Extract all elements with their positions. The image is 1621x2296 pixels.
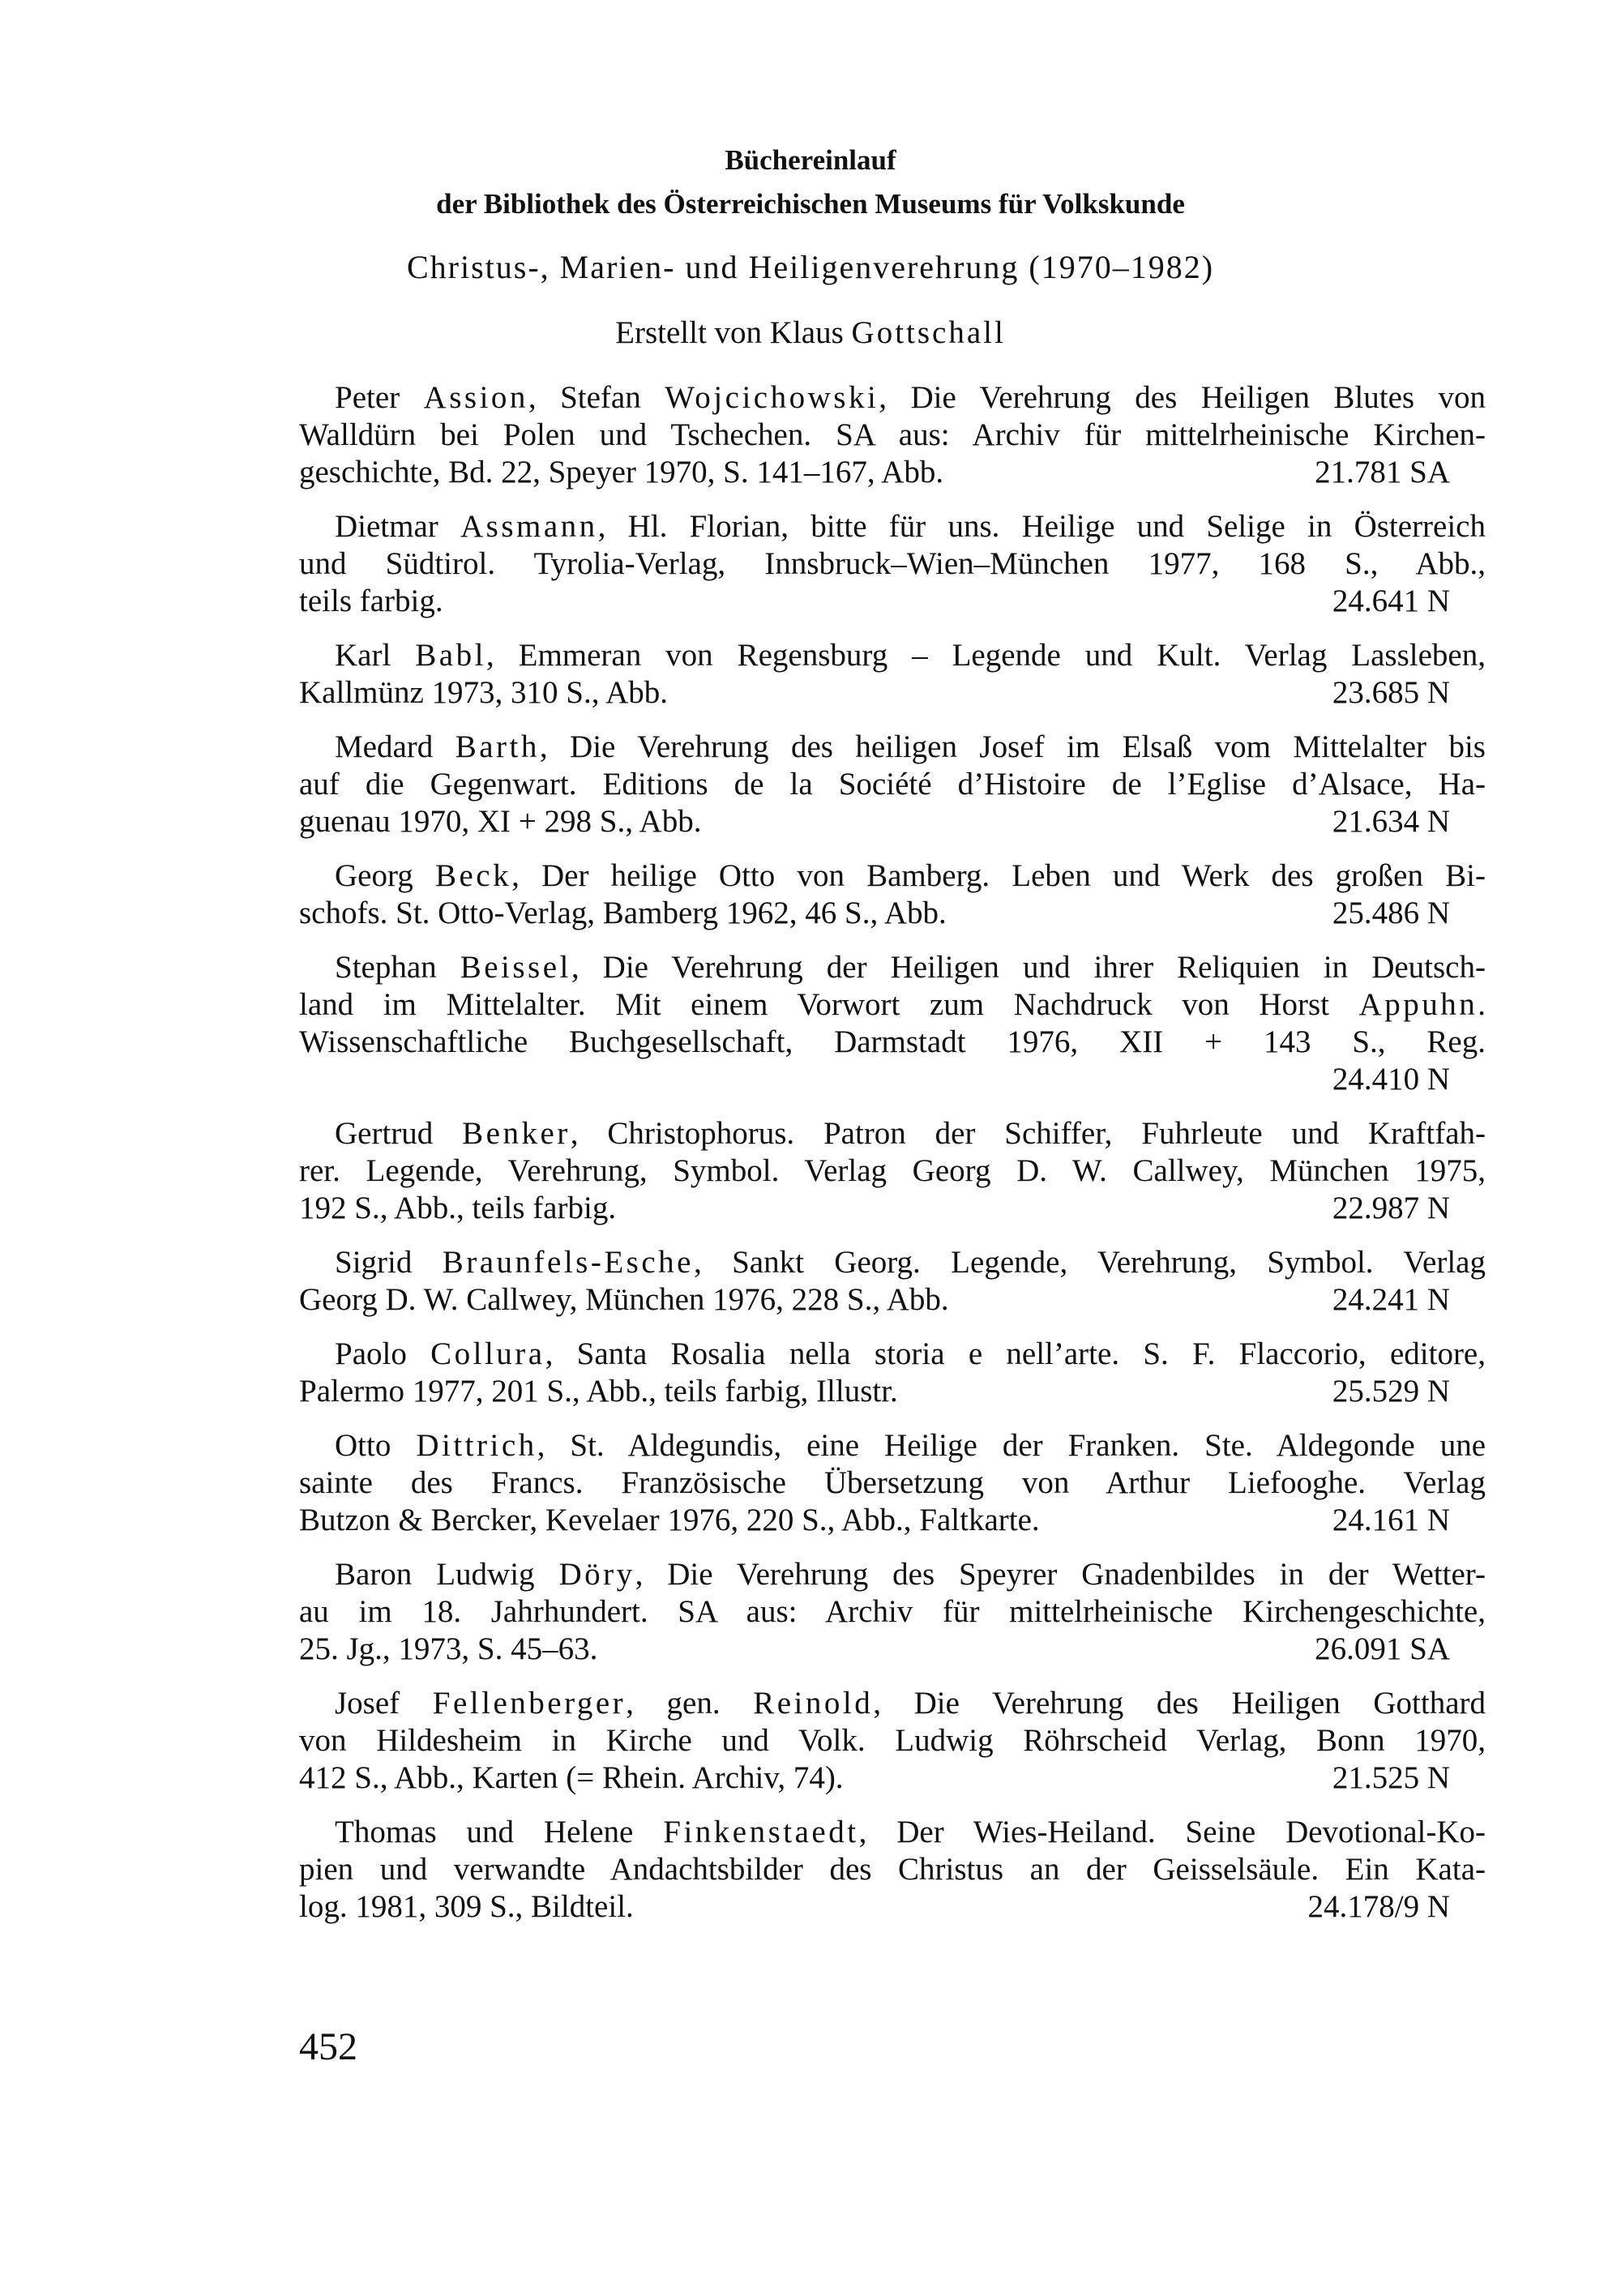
entry-text: Gertrud [335,1116,463,1151]
bibliography-entry [299,1427,1486,1539]
entry-line-text [299,674,668,712]
author-surname: Assion [423,380,528,415]
entry-line-text [299,583,443,620]
entry-line [299,1502,1486,1539]
page-number: 452 [299,2025,357,2068]
entry-line [299,1685,1486,1722]
entry-line [299,1556,1486,1593]
entry-line-text [299,1631,597,1668]
entry-line-text [299,803,701,840]
entry-text: Peter [335,380,424,415]
compiled-by-name: Gottschall [851,315,1006,350]
entry-text: Wissenschaftliche Buchgesellschaft, Darmstadt 1976, XII + 143 S., Reg. [299,1024,1486,1059]
entry-text: auf die Gegenwart. Editions de la Société d’Histoire de l’Eglise d’Alsace, Ha- [299,767,1486,802]
entry-text: Karl [335,638,416,673]
entry-line [299,1336,1486,1373]
page-subtitle: der Bibliothek des Österreichischen Museums für Volkskunde [436,188,1185,220]
entry-text: Georg [335,858,435,893]
entry-text: Thomas und Helene [335,1815,664,1849]
entry-line [299,1061,1486,1098]
entry-line [299,379,1486,417]
bibliography-entry [299,508,1486,620]
entry-text: schofs. St. Otto-Verlag, Bamberg 1962, 46 S., Abb. [299,896,947,930]
page-title: Büchereinlauf [725,144,896,176]
entry-line [299,1759,1486,1797]
entry-line [299,1814,1486,1851]
entry-text: 192 S., Abb., teils farbig. [299,1191,617,1225]
shelf-signature: 24.410 N [1332,1062,1450,1097]
entry-text: Baron Ludwig [335,1557,559,1592]
author-surname: Barth [455,729,540,764]
entry-line [299,1152,1486,1190]
entry-text: land im Mittelalter. Mit einem Vorwort zum Nachdruck von Horst [299,987,1359,1022]
bibliography-entry [299,949,1486,1098]
entry-text: Paolo [335,1336,431,1371]
bibliography-entry [299,1244,1486,1319]
entry-line [299,454,1486,491]
author-surname: Finkenstaedt [663,1815,859,1849]
shelf-signature: 24.241 N [1332,1282,1450,1317]
author-surname: Babl [415,638,486,673]
entry-text: , Sankt Georg. Legende, Verehrung, Symbol. Verlag [693,1245,1486,1280]
entry-text: Walldürn bei Polen und Tschechen. SA aus: Archiv für mittelrheinische Kirchen- [299,417,1486,452]
entry-text: sainte des Francs. Französische Übersetzung von Arthur Liefooghe. Verlag [299,1465,1486,1500]
entry-line [299,1373,1486,1410]
entry-text: , Christophorus. Patron der Schiffer, Fuhrleute und Kraftfah- [570,1116,1486,1151]
entry-line-text [299,1373,898,1410]
entry-text: Georg D. W. Callwey, München 1976, 228 S., Abb. [299,1282,949,1317]
entry-line [299,1722,1486,1759]
entry-text: 25. Jg., 1973, S. 45–63. [299,1631,598,1666]
shelf-signature: 24.641 N [1332,584,1450,618]
entry-text: , Santa Rosalia nella storia e nell’arte. S. F. Flaccorio, editore, [545,1336,1486,1371]
entry-line [299,803,1486,840]
compiled-by-prefix: Erstellt von Klaus [615,315,844,350]
entry-text: Dietmar [335,509,460,544]
entry-line [299,1631,1486,1668]
author-surname: Dittrich [416,1428,537,1463]
compiled-by [0,314,1621,351]
entry-text: und Südtirol. Tyrolia-Verlag, Innsbruck–Wien–München 1977, 168 S., Abb., [299,546,1486,581]
bibliography-entry [299,857,1486,932]
entry-line [299,857,1486,895]
author-surname: Collura [430,1336,545,1371]
bibliography-entry [299,1556,1486,1668]
entry-text: , Stefan [528,380,665,415]
entry-text: , Die Verehrung der Heiligen und ihrer Reliquien in Deutsch- [571,950,1486,985]
shelf-signature: 22.987 N [1332,1191,1450,1225]
entry-text: Butzon & Bercker, Kevelaer 1976, 220 S., Abb., Faltkarte. [299,1503,1040,1537]
entry-line [299,545,1486,583]
shelf-signature: 25.529 N [1332,1374,1450,1409]
entry-line [299,766,1486,803]
entry-line [299,1851,1486,1888]
bibliography-entry [299,1685,1486,1797]
entry-text: 412 S., Abb., Karten (= Rhein. Archiv, 74). [299,1760,844,1795]
entry-line [299,508,1486,545]
entry-line-text [299,1502,1040,1539]
author-surname: Wojcichowski [665,380,879,415]
entry-text: von Hildesheim in Kirche und Volk. Ludwig Röhrscheid Verlag, Bonn 1970, [299,1723,1486,1758]
bibliography-entry [299,637,1486,712]
entry-line [299,1024,1486,1061]
entry-line [299,1115,1486,1152]
entry-text: teils farbig. [299,584,443,618]
entry-text: guenau 1970, XI + 298 S., Abb. [299,804,702,839]
entry-text: Medard [335,729,456,764]
entry-text: Palermo 1977, 201 S., Abb., teils farbig, Illustr. [299,1374,898,1409]
shelf-signature: 26.091 SA [1315,1631,1450,1666]
entry-line [299,1427,1486,1464]
entry-text: Otto [335,1428,417,1463]
entry-text: au im 18. Jahrhundert. SA aus: Archiv für mittelrheinische Kirchengeschichte, [299,1594,1486,1629]
entry-line-text [299,895,947,932]
bibliography-entry [299,729,1486,840]
shelf-signature: 21.525 N [1332,1760,1450,1795]
entry-text: , gen. [626,1686,754,1721]
entry-line [299,674,1486,712]
author-surname: Braunfels-Esche [442,1245,694,1280]
entry-line-text [299,454,943,491]
entry-text: . [1478,987,1486,1022]
entry-line [299,417,1486,454]
entry-text: , Die Verehrung des Speyrer Gnadenbildes in der Wetter- [635,1557,1486,1592]
entry-text: , Die Verehrung des heiligen Josef im Elsaß vom Mittelalter bis [539,729,1486,764]
entry-line-text [299,1759,844,1797]
entry-line [299,1888,1486,1926]
entry-line [299,949,1486,986]
author-surname: Appuhn [1358,987,1478,1022]
entry-line-text [299,1190,616,1227]
entry-text: , Emmeran von Regensburg – Legende und Kult. Verlag Lassleben, [485,638,1486,673]
bibliography-entry [299,1814,1486,1926]
entry-line [299,986,1486,1024]
author-surname: Benker [462,1116,571,1151]
entry-line-text [299,1888,634,1926]
entry-text: Stephan [335,950,460,985]
bibliography-entry [299,379,1486,491]
entry-line [299,637,1486,674]
entry-line [299,1593,1486,1631]
shelf-signature: 24.178/9 N [1307,1889,1450,1924]
author-surname: Beck [434,858,512,893]
shelf-signature: 24.161 N [1332,1503,1450,1537]
entry-text: , Die Verehrung des Heiligen Gotthard [873,1686,1486,1721]
entry-text: Kallmünz 1973, 310 S., Abb. [299,675,668,710]
entry-line [299,583,1486,620]
entry-line [299,729,1486,766]
author-surname: Fellenberger [432,1686,627,1721]
entry-text: , Der heilige Otto von Bamberg. Leben und Werk des großen Bi- [511,858,1486,893]
entry-text: geschichte, Bd. 22, Speyer 1970, S. 141–167, Abb. [299,455,944,490]
section-topic: Christus-, Marien- und Heiligenverehrung (1970–1982) [406,249,1215,285]
author-surname: Döry [558,1557,635,1592]
entry-text: log. 1981, 309 S., Bildteil. [299,1889,634,1924]
entry-line-text [299,1281,949,1319]
bibliography-entry [299,1115,1486,1227]
author-surname: Assmann [460,509,598,544]
entry-text: , St. Aldegundis, eine Heilige der Franken. Ste. Aldegonde une [537,1428,1486,1463]
entry-text: rer. Legende, Verehrung, Symbol. Verlag Georg D. W. Callwey, München 1975, [299,1153,1486,1188]
entry-text: Josef [335,1686,433,1721]
entry-text: , Hl. Florian, bitte für uns. Heilige und Selige in Österreich [597,509,1486,544]
shelf-signature: 25.486 N [1332,896,1450,930]
entry-text: , Der Wies-Heiland. Seine Devotional-Ko- [858,1815,1486,1849]
bibliography-entry [299,1336,1486,1410]
entry-line [299,895,1486,932]
author-surname: Beissel [460,950,571,985]
bibliography-list [299,379,1486,1943]
shelf-signature: 21.781 SA [1315,455,1450,490]
entry-text: Sigrid [335,1245,443,1280]
entry-text: pien und verwandte Andachtsbilder des Christus an der Geisselsäule. Ein Kata- [299,1852,1486,1887]
entry-text: , Die Verehrung des Heiligen Blutes von [879,380,1486,415]
entry-line [299,1464,1486,1502]
entry-line [299,1281,1486,1319]
shelf-signature: 21.634 N [1332,804,1450,839]
entry-line [299,1190,1486,1227]
author-surname: Reinold [753,1686,874,1721]
shelf-signature: 23.685 N [1332,675,1450,710]
entry-line [299,1244,1486,1281]
